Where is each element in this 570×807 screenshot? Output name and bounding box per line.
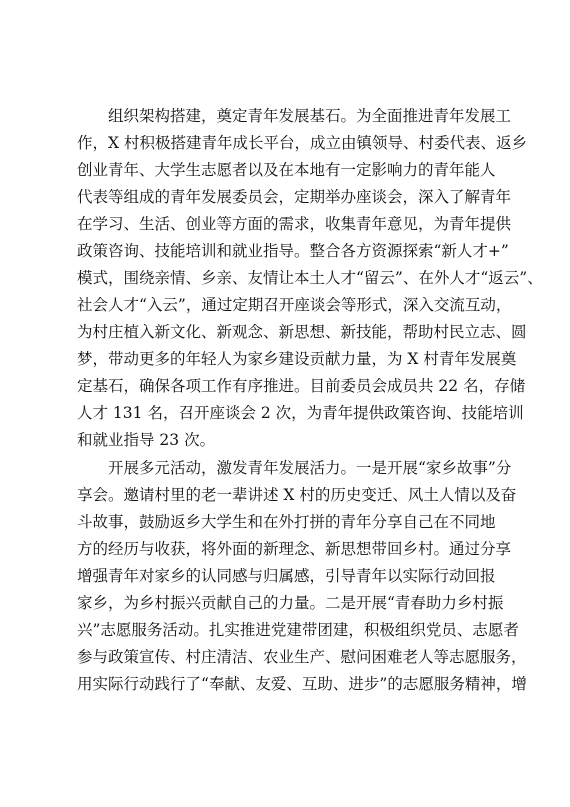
text-line: 方的经历与收获，将外面的新理念、新思想带回乡村。通过分享 [77,540,512,558]
text-line: 家乡，为乡村振兴贡献自己的力量。二是开展“青春助力乡村振 [77,594,504,612]
text-line: 为村庄植入新文化、新观念、新思想、新技能，帮助村民立志、圆 [77,323,527,341]
text-line: 梦，带动更多的年轻人为家乡建设贡献力量，为 X 村青年发展奠 [77,350,517,368]
text-line: 模式，围绕亲情、乡亲、友情让本土人才“留云”、在外人才“返云”、 [77,269,543,287]
text-line: 增强青年对家乡的认同感与归属感，引导青年以实际行动回报 [77,567,496,585]
text-line: 人才 131 名，召开座谈会 2 次，为青年提供政策咨询、技能培训 [77,404,524,422]
text-line: 政策咨询、技能培训和就业指导。整合各方资源探索“新人才+” [77,242,509,260]
text-line: 斗故事，鼓励返乡大学生和在外打拼的青年分享自己在不同地 [77,513,496,531]
text-line: 享会。邀请村里的老一辈讲述 X 村的历史变迁、风土人情以及奋 [77,486,517,504]
text-line: 社会人才“入云”，通过定期召开座谈会等形式，深入交流互动， [77,296,512,314]
text-line: 在学习、生活、创业等方面的需求，收集青年意见，为青年提供 [77,215,512,233]
text-line: 参与政策宣传、村庄清洁、农业生产、慰问困难老人等志愿服务， [77,648,527,666]
text-line: 作，X 村积极搭建青年成长平台，成立由镇领导、村委代表、返乡 [77,134,527,152]
text-line: 定基石，确保各项工作有序推进。目前委员会成员共 22 名，存储 [77,377,526,395]
text-line: 用实际行动践行了“奉献、友爱、互助、进步”的志愿服务精神，增 [77,675,527,693]
text-line: 创业青年、大学生志愿者以及在本地有一定影响力的青年能人 [77,161,496,179]
text-line: 和就业指导 23 次。 [77,431,216,449]
text-line: 代表等组成的青年发展委员会，定期举办座谈会，深入了解青年 [77,188,512,206]
text-line: 兴”志愿服务活动。扎实推进党建带团建，积极组织党员、志愿者 [77,621,519,639]
text-line: 开展多元活动，激发青年发展活力。一是开展“家乡故事”分 [108,459,512,477]
text-line: 组织架构搭建，奠定青年发展基石。为全面推进青年发展工 [108,107,512,125]
